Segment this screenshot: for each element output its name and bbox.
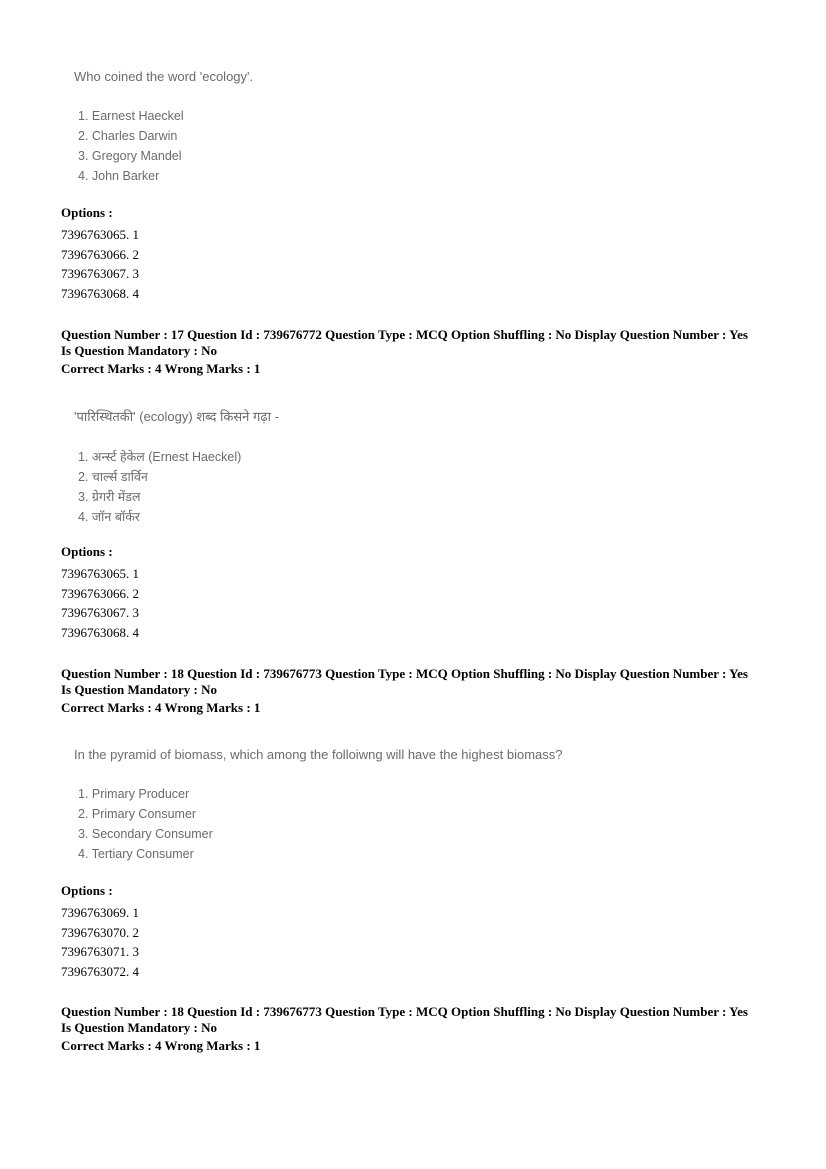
question-choices bbox=[74, 447, 279, 527]
question-image-3 bbox=[74, 747, 562, 864]
options-section-1 bbox=[61, 205, 768, 303]
options-title: Options : bbox=[61, 883, 113, 898]
choice-item: 1. Primary Producer bbox=[78, 787, 190, 801]
question-marks-line: Correct Marks : 4 Wrong Marks : 1 bbox=[61, 1038, 261, 1053]
question-choices bbox=[74, 784, 562, 864]
choice-item: 4. जॉन बॉर्कर bbox=[78, 510, 140, 524]
choice-item: 1. Earnest Haeckel bbox=[78, 109, 184, 123]
choice-item: 4. Tertiary Consumer bbox=[78, 847, 194, 861]
choice-item: 2. Primary Consumer bbox=[78, 807, 197, 821]
option-line: 7396763069. 1 bbox=[61, 905, 139, 920]
option-line: 7396763067. 3 bbox=[61, 605, 139, 620]
choice-item: 2. Charles Darwin bbox=[78, 129, 178, 143]
option-line: 7396763068. 4 bbox=[61, 285, 139, 301]
choice-item: 3. Secondary Consumer bbox=[78, 827, 213, 841]
options-title: Options : bbox=[61, 205, 113, 220]
question-image-1 bbox=[74, 69, 253, 186]
option-line: 7396763068. 4 bbox=[61, 624, 139, 640]
question-mandatory-line: Is Question Mandatory : No bbox=[61, 1020, 218, 1035]
choice-item: 1. अर्न्स्ट हेकेल (Ernest Haeckel) bbox=[78, 450, 242, 464]
options-title: Options : bbox=[61, 544, 113, 559]
question-marks-line: Correct Marks : 4 Wrong Marks : 1 bbox=[61, 361, 261, 376]
option-line: 7396763071. 3 bbox=[61, 944, 139, 959]
question-text: In the pyramid of biomass, which among the folloiwng will have the highest biomass? bbox=[74, 747, 563, 762]
question-marks-line: Correct Marks : 4 Wrong Marks : 1 bbox=[61, 700, 261, 715]
options-section-2 bbox=[61, 544, 768, 642]
question-meta-17 bbox=[61, 327, 768, 377]
option-line: 7396763065. 1 bbox=[61, 227, 139, 242]
question-meta-line: Question Number : 17 Question Id : 739676772 Question Type : MCQ Option Shuffling : No Display Question Number : Yes bbox=[61, 327, 748, 342]
option-line: 7396763066. 2 bbox=[61, 246, 139, 262]
option-line: 7396763070. 2 bbox=[61, 924, 139, 940]
question-image-2 bbox=[74, 407, 279, 527]
question-text: 'पारिस्थितकी' (ecology) शब्द किसने गढ़ा - bbox=[74, 409, 279, 424]
question-meta-line: Question Number : 18 Question Id : 739676773 Question Type : MCQ Option Shuffling : No Display Question Number : Yes bbox=[61, 1004, 748, 1019]
question-mandatory-line: Is Question Mandatory : No bbox=[61, 343, 218, 358]
question-mandatory-line: Is Question Mandatory : No bbox=[61, 682, 218, 697]
choice-item: 3. Gregory Mandel bbox=[78, 149, 182, 163]
question-meta-18b bbox=[61, 1004, 768, 1054]
option-line: 7396763065. 1 bbox=[61, 566, 139, 581]
option-line: 7396763072. 4 bbox=[61, 963, 139, 979]
choice-item: 2. चार्ल्स डार्विन bbox=[78, 470, 148, 484]
choice-item: 4. John Barker bbox=[78, 169, 160, 183]
question-meta-18 bbox=[61, 666, 768, 716]
question-text: Who coined the word 'ecology'. bbox=[74, 69, 254, 84]
option-line: 7396763067. 3 bbox=[61, 266, 139, 281]
option-line: 7396763066. 2 bbox=[61, 585, 139, 601]
question-meta-line: Question Number : 18 Question Id : 739676773 Question Type : MCQ Option Shuffling : No Display Question Number : Yes bbox=[61, 666, 748, 681]
options-section-3 bbox=[61, 883, 768, 981]
choice-item: 3. ग्रेगरी मेंडल bbox=[78, 490, 141, 504]
question-choices bbox=[74, 106, 253, 186]
